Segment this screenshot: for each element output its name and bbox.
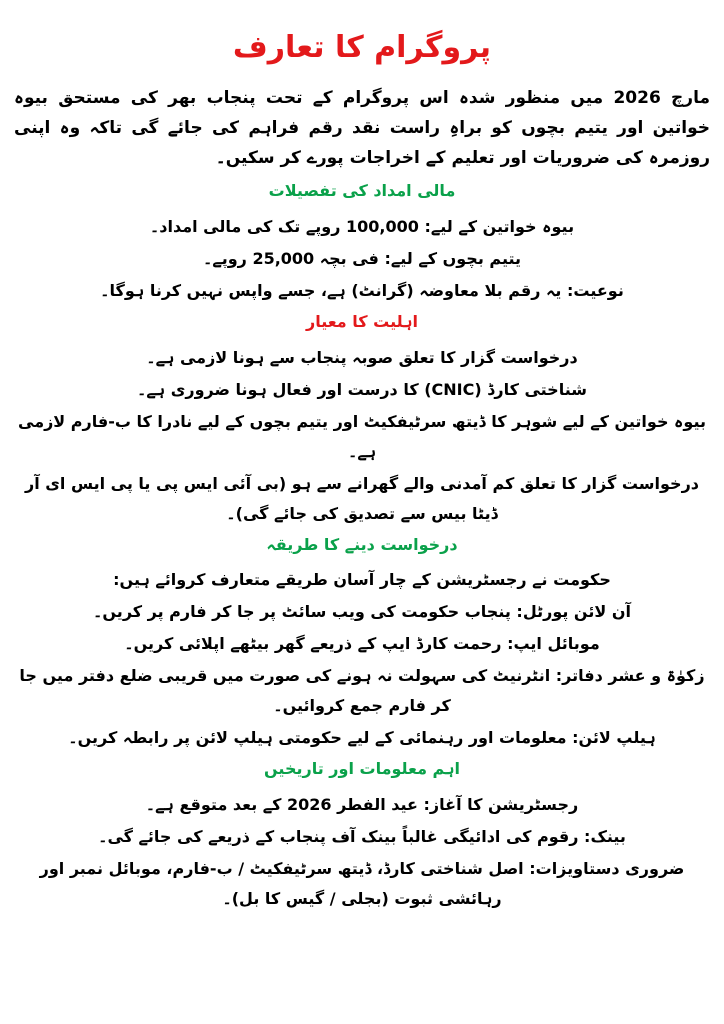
important-dates-list <box>14 790 710 914</box>
list-item: بینک: رقوم کی ادائیگی غالباً بینک آف پنجاب کے ذریعے کی جائے گی۔ <box>98 827 626 847</box>
list-item: ہیلپ لائن: معلومات اور رہنمائی کے لیے حکومتی ہیلپ لائن پر رابطہ کریں۔ <box>68 728 656 748</box>
list-item: آن لائن پورٹل: پنجاب حکومت کی ویب سائٹ پر جا کر فارم پر کریں۔ <box>93 602 631 622</box>
list-item: حکومت نے رجسٹریشن کے چار آسان طریقے متعارف کروائے ہیں: <box>113 570 611 590</box>
list-item: شناختی کارڈ (CNIC) کا درست اور فعال ہونا ضروری ہے۔ <box>137 379 587 399</box>
intro-paragraph: مارچ 2026 میں منظور شدہ اس پروگرام کے تحت پنجاب بھر کی مستحق بیوہ خواتین اور یتیم بچوں کو براہِ راست نقد رقم فراہم کی جائے گی تاکہ وہ اپنی روزمرہ کی ضروریات اور تعلیم کے اخراجات پورے کر سکیں۔ <box>14 88 710 168</box>
list-item: درخواست گزار کا تعلق صوبہ پنجاب سے ہونا لازمی ہے۔ <box>146 347 578 367</box>
list-item: یتیم بچوں کے لیے: فی بچہ 25,000 روپے۔ <box>202 248 522 268</box>
eligibility-list <box>14 343 710 529</box>
page-title: پروگرام کا تعارف <box>232 30 492 65</box>
eligibility-heading: اہلیت کا معیار <box>306 311 418 331</box>
financial-aid-heading: مالی امداد کی تفصیلات <box>268 181 456 200</box>
list-item: زکوٰۃ و عشر دفاتر: انٹرنیٹ کی سہولت نہ ہونے کی صورت میں قریبی ضلع دفتر میں جا کر فارم جمع کروائیں۔ <box>19 666 705 716</box>
list-item: رجسٹریشن کا آغاز: عید الفطر 2026 کے بعد متوقع ہے۔ <box>145 795 579 815</box>
application-method-list <box>14 565 710 753</box>
list-item: ضروری دستاویزات: اصل شناختی کارڈ، ڈیتھ سرٹیفکیٹ / ب-فارم، موبائل نمبر اور رہائشی ثبوت (بجلی / گیس کا بل)۔ <box>39 859 685 909</box>
important-dates-heading: اہم معلومات اور تاریخیں <box>264 759 460 779</box>
financial-aid-list <box>14 212 710 306</box>
list-item: موبائل ایپ: رحمت کارڈ ایپ کے ذریعے گھر بیٹھے اپلائی کریں۔ <box>124 634 600 654</box>
list-item: بیوہ خواتین کے لیے شوہر کا ڈیتھ سرٹیفکیٹ اور یتیم بچوں کے لیے نادرا کا ب-فارم لازمی ہے۔ <box>18 411 706 461</box>
application-method-heading: درخواست دینے کا طریقہ <box>266 534 458 554</box>
list-item: بیوہ خواتین کے لیے: 100,000 روپے تک کی مالی امداد۔ <box>149 216 575 236</box>
list-item: نوعیت: یہ رقم بلا معاوضہ (گرانٹ) ہے، جسے واپس نہیں کرنا ہوگا۔ <box>100 280 624 300</box>
list-item: درخواست گزار کا تعلق کم آمدنی والے گھرانے سے ہو (بی آئی ایس پی یا پی ایس ای آر ڈیٹا بیس سے تصدیق کی جائے گی)۔ <box>24 473 699 523</box>
